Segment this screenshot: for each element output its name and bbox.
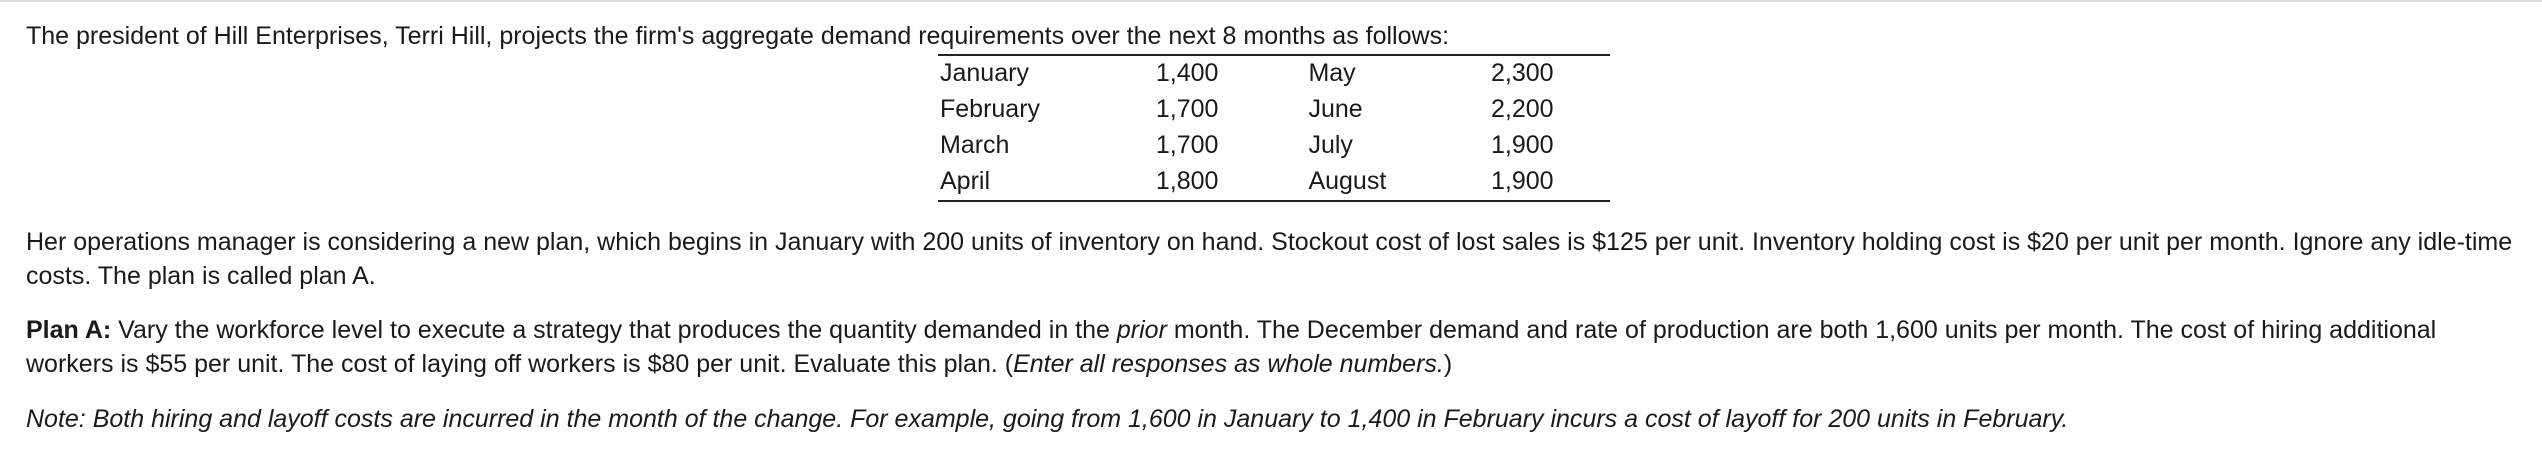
month-cell: January (940, 59, 1029, 88)
month-cell: April (940, 167, 991, 196)
top-divider (0, 0, 2542, 2)
plan-a-label: Plan A: (26, 316, 112, 344)
month-cell: March (940, 131, 1010, 160)
table-row (938, 92, 1610, 128)
table-row (938, 164, 1610, 201)
plan-a-text: Vary the workforce level to execute a strategy that produces the quantity demanded in the (111, 316, 1117, 344)
table-row (938, 128, 1610, 164)
demand-cell: 1,400 (1155, 59, 1219, 88)
month-cell: June (1308, 95, 1363, 124)
note-text: Note: Both hiring and layoff costs are incurred in the month of the change. For example, going from 1,600 in January to 1,400 in February incurs a cost of layoff for 200 units in February. (26, 405, 2069, 433)
plan-a-text-continued: month. The December demand and rate of production are both 1,600 units per month. The cost of hiring additional workers is $55 per unit. The cost of laying off workers is $80 per unit. Evaluate this plan. ( (26, 316, 2437, 378)
plan-a-closing: ) (1443, 349, 1453, 378)
response-instruction: Enter all responses as whole numbers. (1013, 349, 1444, 378)
demand-cell: 1,900 (1491, 131, 1554, 160)
plan-a-emphasis: prior (1116, 316, 1167, 344)
demand-cell: 2,300 (1491, 59, 1554, 88)
demand-cell: 1,700 (1155, 95, 1219, 124)
intro-text: The president of Hill Enterprises, Terri Hill, projects the firm's aggregate demand requirements over the next 8 months as follows: (26, 22, 1450, 50)
month-cell: July (1308, 131, 1353, 160)
table-row (938, 55, 1610, 92)
month-cell: August (1308, 167, 1387, 196)
month-cell: February (940, 95, 1041, 124)
demand-cell: 1,800 (1155, 167, 1219, 196)
demand-cell: 1,700 (1155, 131, 1219, 160)
demand-cell: 2,200 (1491, 95, 1554, 124)
plan-a-paragraph (26, 314, 2526, 382)
plan-description: Her operations manager is considering a new plan, which begins in January with 200 units of inventory on hand. Stockout cost of lost sales is $125 per unit. Inventory holding cost is $20 per unit per month. Ignore any idle-time costs. The plan is called plan A. (26, 228, 2513, 290)
demand-cell: 1,900 (1491, 167, 1554, 196)
month-cell: May (1308, 59, 1356, 88)
demand-table (938, 54, 1610, 202)
